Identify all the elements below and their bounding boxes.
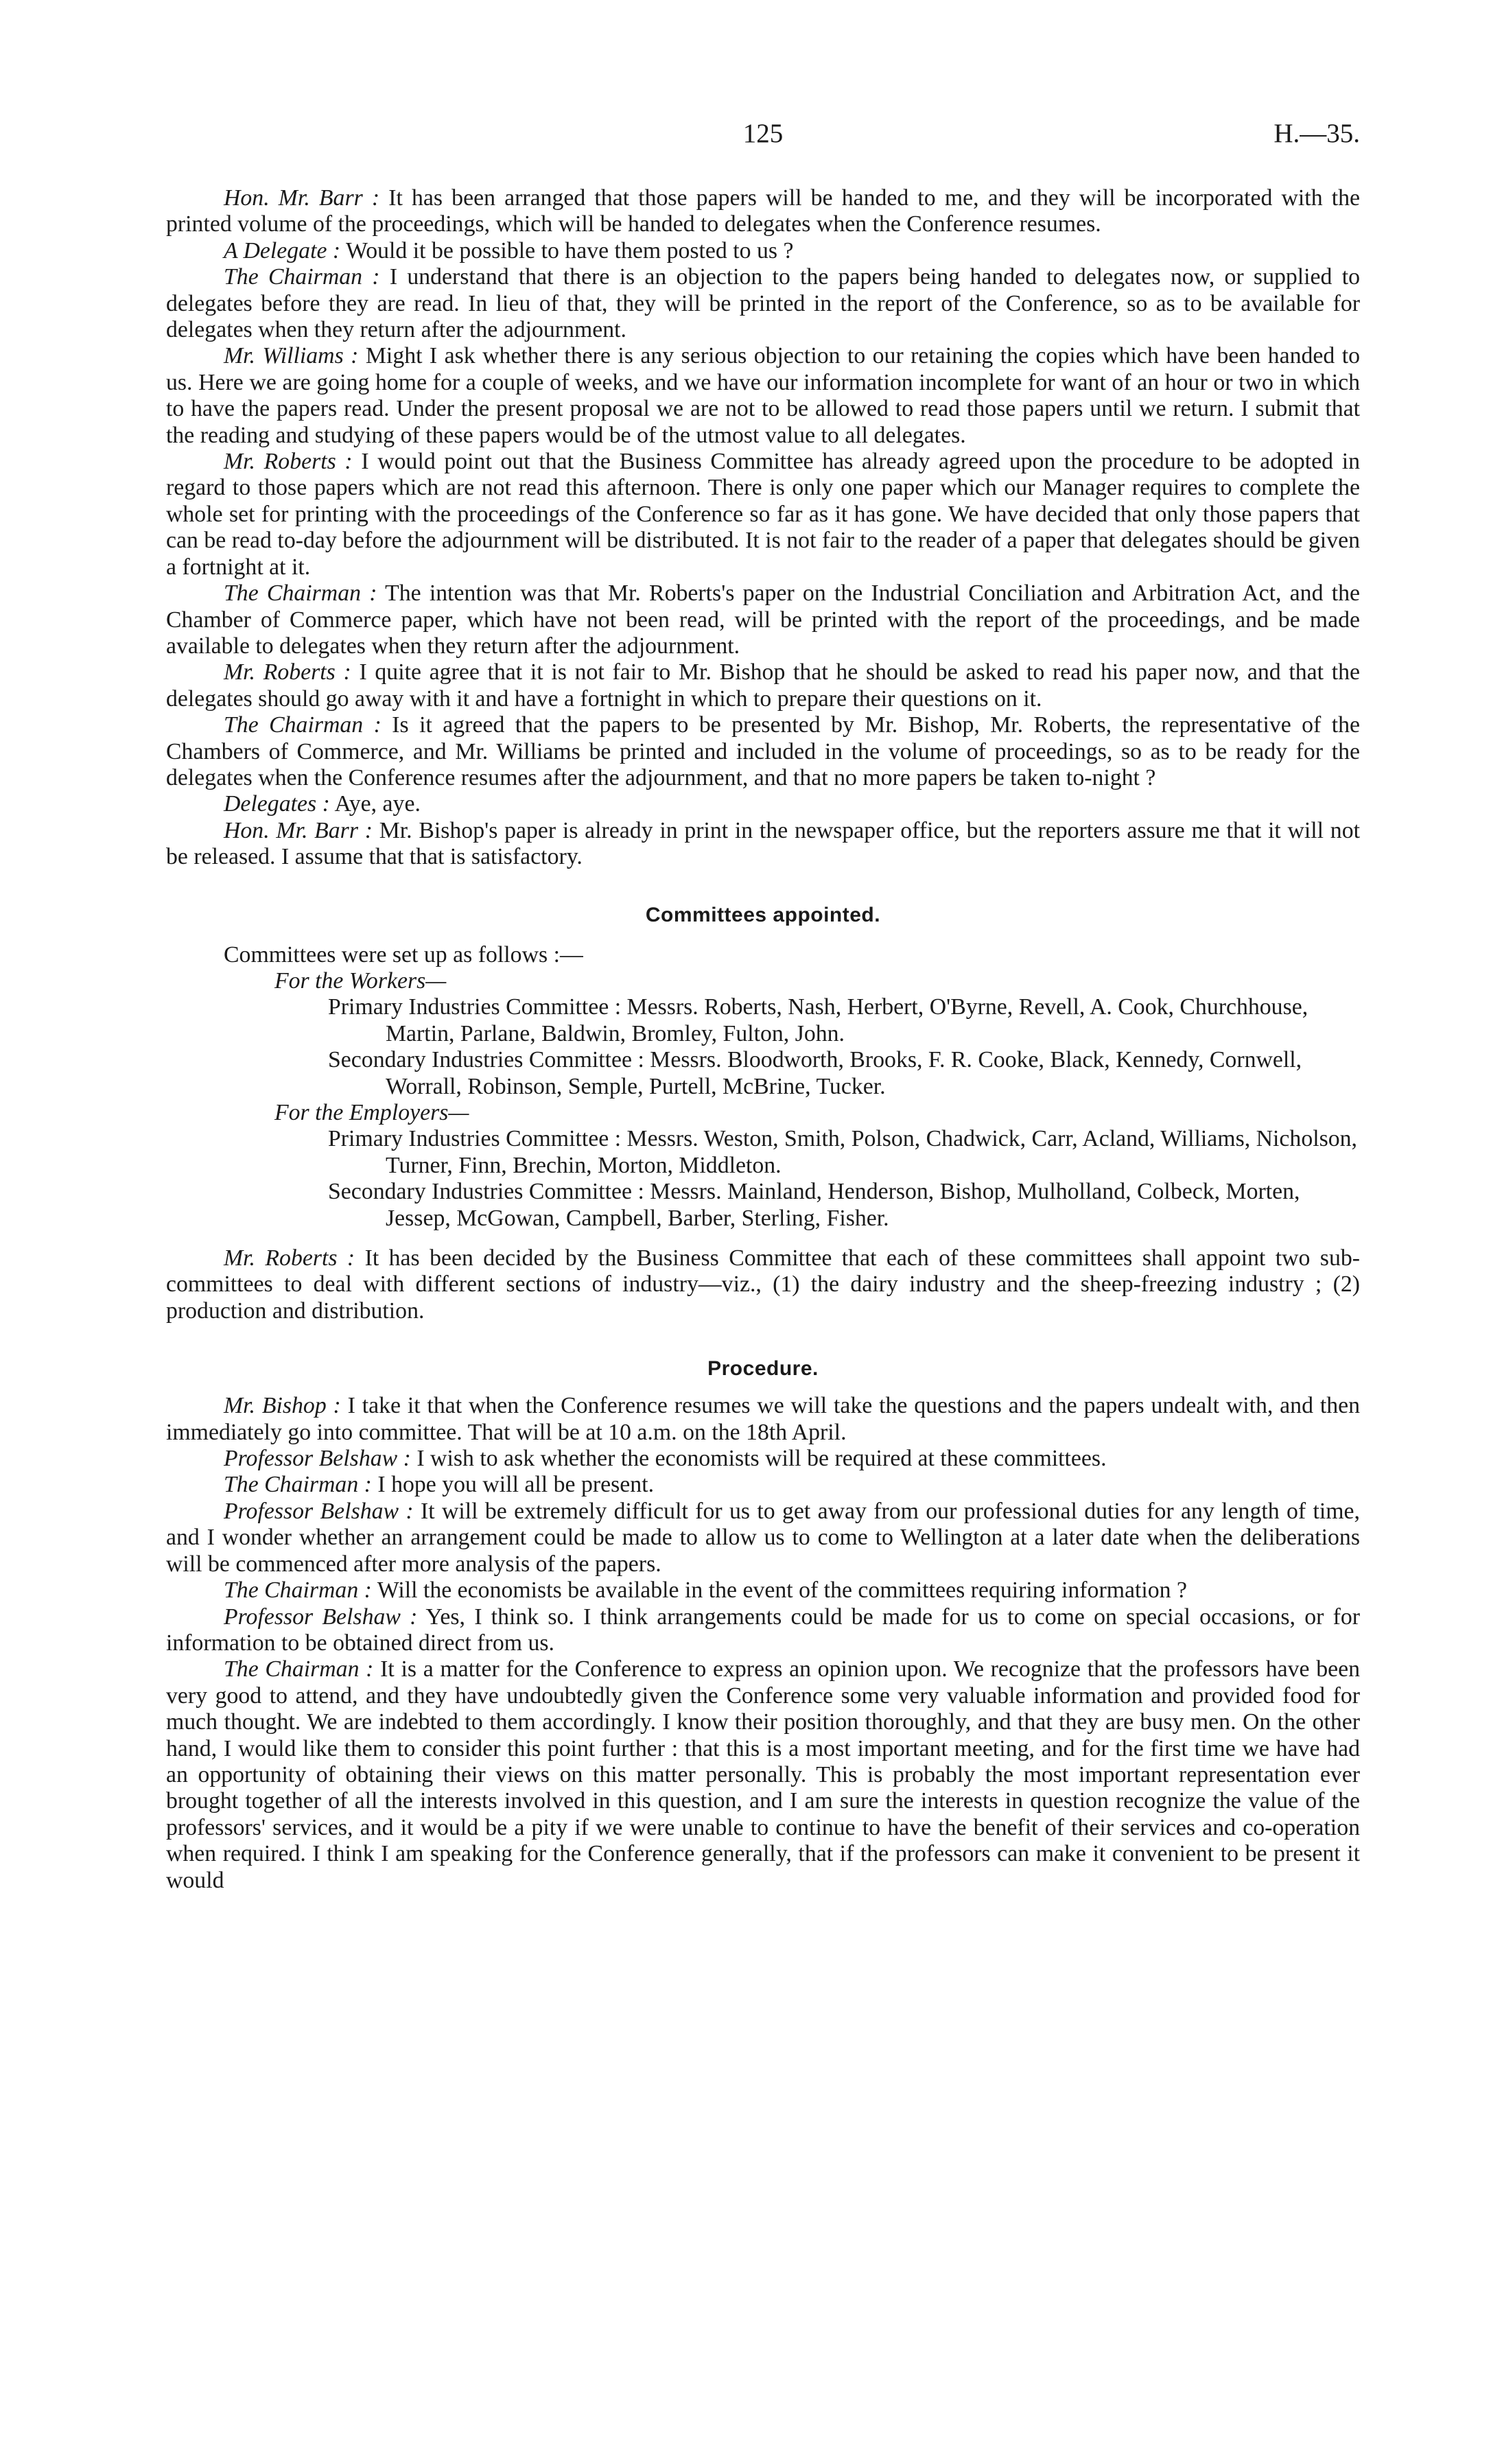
speech-text: Will the economists be available in the event of the committees requiring information ? [377, 1577, 1188, 1604]
speech-paragraph [166, 264, 1360, 343]
speaker-name: The Chairman : [224, 1472, 372, 1498]
page-header [166, 118, 1360, 159]
speech-paragraph [166, 818, 1360, 871]
committee-entry: Secondary Industries Committee : Messrs. Mainland, Henderson, Bishop, Mulholland, Colbeck, Morten, Jessep, McGowan, Campbell, Barber, Sterling, Fisher. [328, 1179, 1300, 1231]
speech-text: It will be extremely difficult for us to get away from our professional duties for any length of time, and I wonder whether an arrangement could be made to allow us to come to Wellington at a later date when the deliberations will be commenced after more analysis of the papers. [166, 1498, 1360, 1577]
debate-section-papers [166, 185, 1360, 871]
speech-paragraph [166, 791, 1360, 817]
speaker-name: Mr. Roberts : [224, 1245, 355, 1271]
speaker-name: The Chairman : [224, 1577, 372, 1604]
page-body [166, 185, 1360, 1894]
speaker-name: The Chairman : [224, 712, 381, 738]
speech-text: Would it be possible to have them posted to us ? [346, 237, 794, 263]
speech-text: It is a matter for the Conference to express an opinion upon. We recognize that the professors have been very good to attend, and they have undoubtedly given the Conference some very valuable information and provided food for much thought. We are indebted to them accordingly. I know their position thoroughly, and that they are busy men. On the other hand, I would like them to consider this point further : that this is a most important meeting, and for the first time we have had an opportunity of obtaining their views on this matter personally. This is probably the most important representation ever brought together of all the interests involved in this question, and I am sure the interests in question recognize the value of the professors' services, and it would be a pity if we were unable to continue to have the benefit of their services and co-operation when required. I think I am speaking for the Conference generally, that if the professors can make it convenient to be present it would [166, 1656, 1361, 1893]
speech-text: I would point out that the Business Committee has already agreed upon the procedure to be adopted in regard to those papers which are not read this afternoon. There is only one paper which our Manager requires to complete the whole set for printing with the proceedings of the Conference so far as it has gone. We have decided that only those papers that can be read to-day before the adjournment will be distributed. It is not fair to the reader of a paper that delegates should be given a fortnight at it. [166, 449, 1360, 580]
speaker-name: Professor Belshaw : [224, 1604, 418, 1630]
speaker-name: Mr. Bishop : [224, 1393, 341, 1419]
speech-paragraph [166, 1393, 1360, 1446]
speech-paragraph [166, 343, 1360, 449]
speech-text: I take it that when the Conference resumes we will take the questions and the papers undealt with, and then immediately go into committee. That will be at 10 a.m. on the 18th April. [166, 1393, 1361, 1445]
section-heading-committees: Committees appointed. [645, 903, 881, 926]
speech-text: It has been arranged that those papers will be handed to me, and they will be incorporated with the printed volume of the proceedings, which will be handed to delegates when the Conference resumes. [166, 185, 1360, 237]
speech-text: I wish to ask whether the economists will be required at these committees. [416, 1446, 1107, 1472]
speech-text: Mr. Bishop's paper is already in print in the newspaper office, but the reporters assure me that it will not be released. I assume that that is satisfactory. [166, 817, 1360, 870]
document-reference: H.—35. [1273, 119, 1360, 148]
employers-label: For the Employers— [274, 1100, 469, 1125]
speech-text: Aye, aye. [334, 791, 421, 817]
speech-paragraph [166, 1245, 1360, 1324]
speech-paragraph [166, 1656, 1360, 1894]
committee-entry: Primary Industries Committee : Messrs. Weston, Smith, Polson, Chadwick, Carr, Acland, Williams, Nicholson, Turner, Finn, Brechin, Morton, Middleton. [328, 1126, 1357, 1178]
speech-paragraph [166, 449, 1360, 580]
committee-entry: Primary Industries Committee : Messrs. Roberts, Nash, Herbert, O'Byrne, Revell, A. Cook, Churchhouse, Martin, Parlane, Baldwin, Bromley, Fulton, John. [328, 994, 1308, 1046]
speaker-name: The Chairman : [224, 264, 380, 290]
speech-paragraph [166, 1577, 1360, 1604]
committees-intro: Committees were set up as follows :— [224, 941, 583, 967]
speech-paragraph [166, 659, 1360, 712]
speaker-name: Hon. Mr. Barr : [224, 817, 373, 843]
debate-section-procedure [166, 1393, 1360, 1894]
speaker-name: Professor Belshaw : [224, 1498, 414, 1524]
speech-text: I quite agree that it is not fair to Mr. Bishop that he should be asked to read his paper now, and that the delegates should go away with it and have a fortnight in which to prepare their questions on it. [166, 659, 1360, 712]
workers-label: For the Workers— [274, 967, 447, 994]
speech-text: I hope you will all be present. [377, 1472, 655, 1498]
speaker-name: Mr. Roberts : [224, 449, 353, 475]
speech-text: Might I ask whether there is any serious objection to our retaining the copies which have been handed to us. Here we are going home for a couple of weeks, and we have our information incomplete for want of an hour or two in which to have the papers read. Under the present proposal we are not to be allowed to read those papers until we return. I submit that the reading and studying of these papers would be of the utmost value to all delegates. [166, 343, 1360, 448]
speaker-name: Mr. Williams : [224, 343, 359, 369]
speech-paragraph [166, 712, 1360, 791]
speech-paragraph [166, 580, 1360, 659]
speech-text: Is it agreed that the papers to be presented by Mr. Bishop, Mr. Roberts, the representative of the Chambers of Commerce, and Mr. Williams be printed and included in the volume of proceedings, so as to be ready for the delegates when the Conference resumes after the adjournment, and that no more papers be taken to-night ? [166, 712, 1361, 790]
speech-text: I understand that there is an objection to the papers being handed to delegates now, or supplied to delegates before they are read. In lieu of that, they will be printed in the report of the Conference, so as to be available for delegates when they return after the adjournment. [166, 264, 1360, 343]
speaker-name: Delegates : [224, 791, 330, 817]
committees-list [166, 942, 1360, 1232]
speech-paragraph [166, 185, 1360, 238]
speaker-name: A Delegate : [224, 237, 341, 263]
speaker-name: Hon. Mr. Barr : [224, 185, 380, 211]
speech-paragraph [166, 1446, 1360, 1472]
speaker-name: Mr. Roberts : [224, 659, 351, 685]
speech-text: The intention was that Mr. Roberts's paper on the Industrial Conciliation and Arbitration Act, and the Chamber of Commerce paper, which have not been read, will be printed with the report of the proceedings, and be made available to delegates when they return after the adjournment. [166, 580, 1360, 659]
speech-paragraph [166, 238, 1360, 264]
page-number: 125 [742, 119, 784, 148]
speaker-name: The Chairman : [224, 1656, 374, 1682]
speech-paragraph [166, 1499, 1360, 1577]
speaker-name: The Chairman : [224, 580, 377, 607]
speaker-name: Professor Belshaw : [224, 1446, 411, 1472]
speech-text: Yes, I think so. I think arrangements could be made for us to come on special occasions, or for information to be obtained direct from us. [166, 1604, 1360, 1656]
speech-paragraph [166, 1472, 1360, 1498]
speech-paragraph [166, 1604, 1360, 1657]
section-heading-procedure: Procedure. [707, 1357, 819, 1381]
speech-text: It has been decided by the Business Committee that each of these committees shall appoint two sub-committees to deal with different sections of industry—viz., (1) the dairy industry and the sheep-freezing industry ; (2) production and distribution. [166, 1245, 1360, 1324]
committee-entry: Secondary Industries Committee : Messrs. Bloodworth, Brooks, F. R. Cooke, Black, Kennedy, Cornwell, Worrall, Robinson, Semple, Purtell, McBrine, Tucker. [328, 1047, 1302, 1099]
